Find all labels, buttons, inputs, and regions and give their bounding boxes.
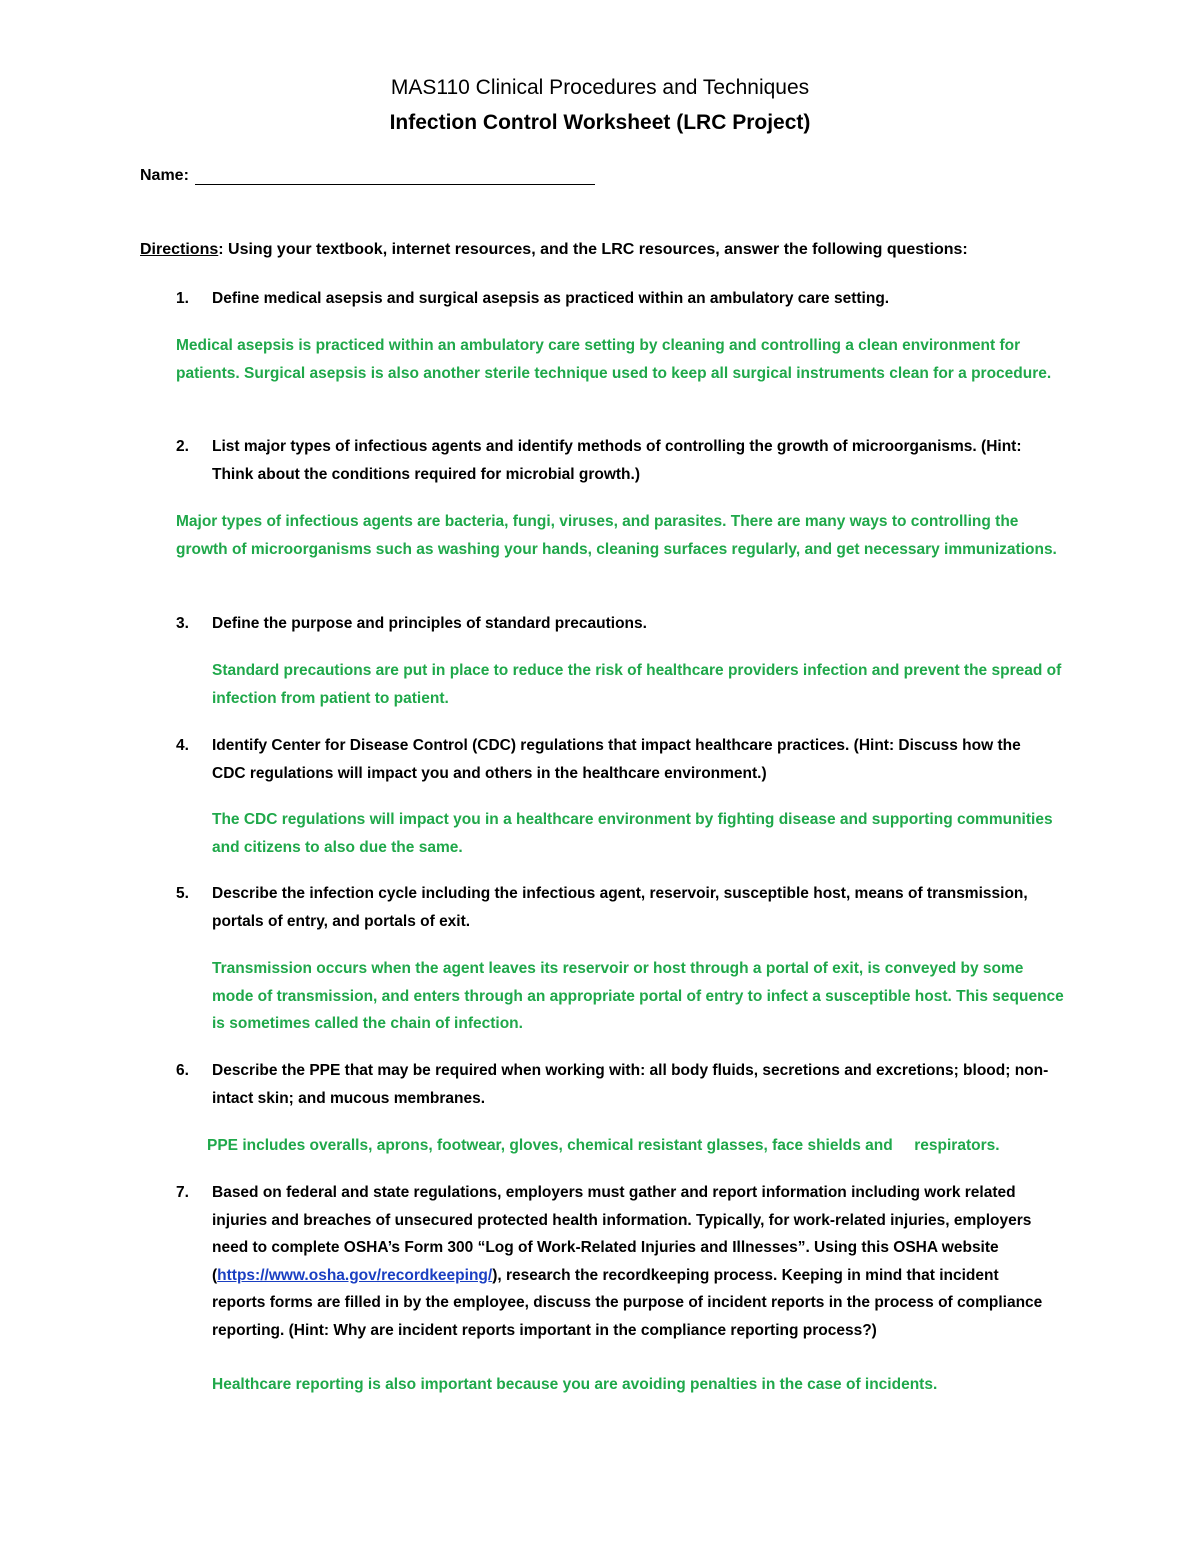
- answer-2: Major types of infectious agents are bacteria, fungi, viruses, and parasites. There are many ways to controlling the growth of microorganisms such as washing your hands, cleaning surfaces regularly, and get necessary immunizations.: [176, 513, 1057, 558]
- question-number: 3.: [176, 615, 189, 632]
- answer-4: The CDC regulations will impact you in a healthcare environment by fighting disease and supporting communities and citizens to also due the same.: [212, 811, 1053, 856]
- answer-1: Medical asepsis is practiced within an ambulatory care setting by cleaning and controlling a clean environment for patients. Surgical asepsis is also another sterile technique used to keep all surgical instruments clean for a procedure.: [176, 337, 1052, 382]
- question-3: [176, 610, 1056, 638]
- question-6: [176, 1057, 1056, 1112]
- answer-6: PPE includes overalls, aprons, footwear, gloves, chemical resistant glasses, face shields and respirators.: [207, 1137, 1000, 1154]
- name-row: [140, 166, 595, 185]
- question-7: [176, 1179, 1056, 1344]
- question-number: 5.: [176, 885, 189, 902]
- question-text: [212, 1179, 1056, 1344]
- directions-label: Directions: [140, 241, 219, 258]
- question-text: List major types of infectious agents and identify methods of controlling the growth of microorganisms. (Hint: Think about the conditions required for microbial growth.): [212, 438, 1022, 483]
- answer-5: Transmission occurs when the agent leaves its reservoir or host through a portal of exit, is conveyed by some mode of transmission, and enters through an appropriate portal of entry to infect a susceptible host. This sequence is sometimes called the chain of infection.: [212, 960, 1064, 1032]
- question-number: 4.: [176, 737, 189, 754]
- question-text: Identify Center for Disease Control (CDC) regulations that impact healthcare practices. (Hint: Discuss how the CDC regulations will impact you and others in the healthcare environment.): [212, 737, 1021, 782]
- question-number: 6.: [176, 1062, 189, 1079]
- question-7-text-before: Based on federal and state regulations, employers must gather and report information including work related injuries and breaches of unsecured protected health information. Typically, for work-related injuries, employers need to complete OSHA’s Form 300 “Log of Work-Related Injuries and Illnesses”. Using this OSHA website (: [212, 1184, 1032, 1284]
- question-text: Define medical asepsis and surgical asepsis as practiced within an ambulatory care setting.: [212, 290, 890, 307]
- osha-recordkeeping-link[interactable]: https://www.osha.gov/recordkeeping/: [217, 1266, 493, 1284]
- document-subtitle: Infection Control Worksheet (LRC Project): [389, 111, 811, 134]
- directions-text: : Using your textbook, internet resources, and the LRC resources, answer the following questions:: [218, 241, 968, 258]
- answer-7: Healthcare reporting is also important because you are avoiding penalties in the case of incidents.: [212, 1376, 938, 1393]
- question-7-text-after: ), research the recordkeeping process. Keeping in mind that incident reports forms are filled in by the employee, discuss the purpose of incident reports in the process of compliance reporting. (Hint: Why are incident reports important in the compliance reporting process?): [212, 1266, 1043, 1339]
- question-number: 2.: [176, 438, 189, 455]
- question-1: [176, 285, 1056, 313]
- question-4: [176, 732, 1056, 787]
- question-text: Describe the PPE that may be required when working with: all body fluids, secretions and excretions; blood; non-intact skin; and mucous membranes.: [212, 1062, 1049, 1107]
- name-field[interactable]: [195, 166, 595, 185]
- answer-3: Standard precautions are put in place to reduce the risk of healthcare providers infection and prevent the spread of infection from patient to patient.: [212, 662, 1062, 707]
- question-2: [176, 433, 1056, 488]
- question-text: Describe the infection cycle including the infectious agent, reservoir, susceptible host, means of transmission, portals of entry, and portals of exit.: [212, 885, 1028, 930]
- question-number: 7.: [176, 1184, 189, 1201]
- document-title: MAS110 Clinical Procedures and Techniques: [390, 76, 810, 99]
- directions: [140, 241, 968, 259]
- question-text: Define the purpose and principles of standard precautions.: [212, 615, 647, 632]
- question-number: 1.: [176, 290, 189, 307]
- question-5: [176, 880, 1056, 935]
- name-label: Name:: [140, 167, 189, 184]
